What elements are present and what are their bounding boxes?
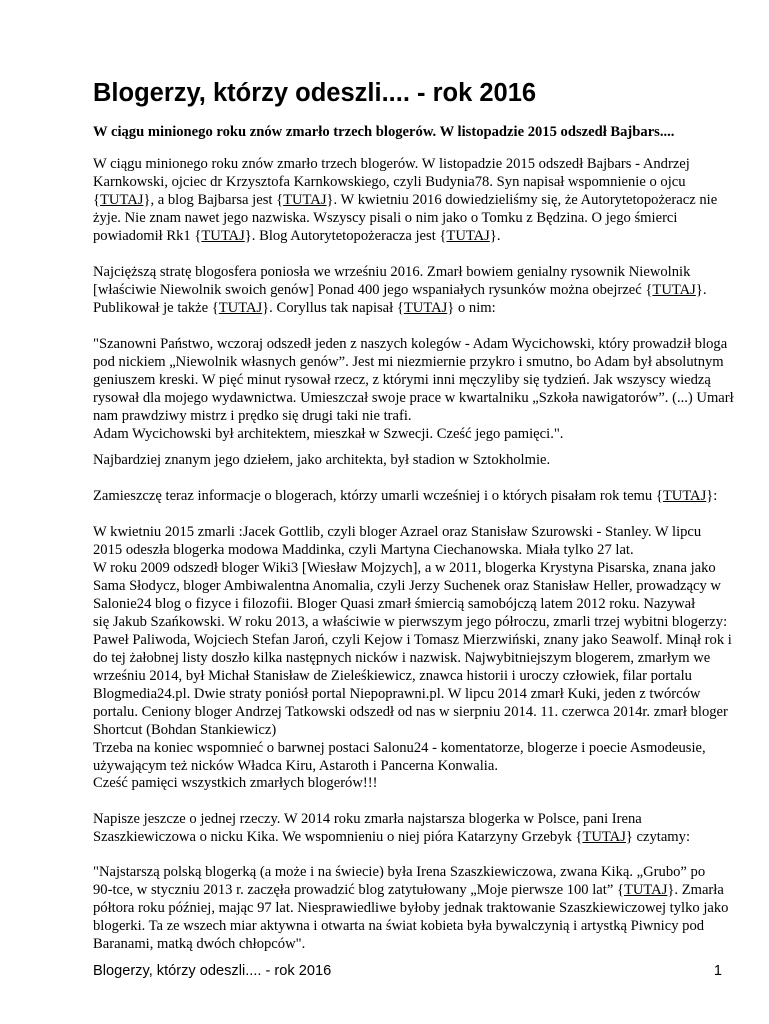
text-line: [93, 281, 706, 299]
tutaj-link[interactable]: TUTAJ: [652, 282, 696, 298]
text-line: [93, 863, 705, 881]
text-line: [93, 935, 305, 953]
text-segment: wrześniu 2014, był Michał Stanisław de Zieleśkiewicz, znawca historii i uroczy człowiek, filar portalu: [93, 668, 692, 684]
text-segment: geniuszem kreski. W pięć minut rysował rzecz, z którymi inni męczyliby się tydzień. Jak wszyscy wiedzą: [93, 372, 711, 388]
text-segment: pod nickiem „Niewolnik własnych genów”. Jest mi niezmiernie przykro i smutno, bo Adam był absolutnym: [93, 354, 724, 370]
text-line: [93, 685, 700, 703]
text-segment: W ciągu minionego roku znów zmarło trzech blogerów. W listopadzie 2015 odszedł Bajbars - Andrzej: [93, 156, 690, 172]
text-line: [93, 721, 276, 739]
text-line: [93, 191, 717, 209]
text-line: [93, 407, 412, 425]
text-segment: {: [93, 192, 101, 208]
text-line: [93, 613, 727, 631]
text-segment: Trzeba na koniec wspomnieć o barwnej postaci Salonu24 - komentatorze, blogerze i poecie Asmodeusie,: [93, 740, 706, 756]
text-line: [93, 209, 677, 227]
text-segment: }. Coryllus tak napisał {: [262, 300, 404, 316]
text-line: [93, 425, 563, 443]
text-line: [93, 667, 692, 685]
tutaj-link[interactable]: TUTAJ: [218, 300, 263, 316]
text-segment: używającym też nicków Władca Kiru, Astaroth i Pancerna Konwalia.: [93, 758, 498, 774]
text-line: [93, 559, 716, 577]
lead-paragraph: W ciągu minionego roku znów zmarło trzech blogerów. W listopadzie 2015 odszedł Bajbars....: [93, 124, 675, 140]
text-segment: 90-tce, w styczniu 2013 r. zaczęła prowadzić blog zatytułowany „Moje pierwsze 100 lat” {: [93, 882, 624, 898]
text-segment: się Jakub Szańkowski. W roku 2013, a właściwie w pierwszym jego półroczu, zmarli trzej wybitni blogerzy:: [93, 614, 728, 630]
text-segment: }, a blog Bajbarsa jest {: [143, 192, 284, 208]
text-line: [93, 371, 711, 389]
text-line: [93, 810, 642, 828]
text-line: [93, 389, 734, 407]
text-segment: Baranami, matką dwóch chłopców".: [93, 936, 306, 952]
text-segment: "Najstarszą polską blogerką (a może i na świecie) była Irena Szaszkiewiczowa, zwana Kiką. „Grubo” po: [93, 864, 706, 880]
tutaj-link[interactable]: TUTAJ: [623, 882, 668, 898]
text-line: [93, 739, 706, 757]
text-line: [93, 227, 501, 245]
text-segment: }:: [706, 488, 718, 504]
text-segment: 2015 odeszła blogerka modowa Maddinka, czyli Martyna Ciechanowska. Miała tylko 27 lat.: [93, 542, 634, 558]
text-segment: Karnkowski, ojciec dr Krzysztofa Karnkowskiego, czyli Budynia78. Syn napisał wspomnienie o ojcu: [93, 174, 686, 190]
text-line: [93, 757, 498, 775]
text-segment: } czytamy:: [625, 829, 691, 845]
text-line: [93, 577, 721, 595]
text-segment: portalu. Ceniony bloger Andrzej Tatkowski odszedł od nas w sierpniu 2014. 11. czerwca 2014r. zmarł bloger: [93, 704, 728, 720]
text-line: [93, 828, 690, 846]
text-line: [93, 173, 686, 191]
tutaj-link[interactable]: TUTAJ: [403, 300, 448, 316]
text-segment: Shortcut (Bohdan Stankiewicz): [93, 722, 277, 738]
text-segment: Salonie24 blog o fizyce i filozofii. Bloger Quasi zmarł śmiercią samobójczą latem 2012 roku. Nazywał: [93, 596, 696, 612]
text-line: [93, 774, 377, 792]
tutaj-link[interactable]: TUTAJ: [283, 192, 327, 208]
text-line: [93, 649, 710, 667]
text-segment: żyje. Nie znam nawet jego nazwiska. Wszyscy pisali o nim jako o Tomku z Będzina. O jego śmierci: [93, 210, 678, 226]
text-segment: }.: [489, 228, 501, 244]
text-segment: Szaszkiewiczowa o nicku Kika. We wspomnieniu o niej pióra Katarzyny Grzebyk {: [93, 829, 583, 845]
text-segment: półtora roku później, mając 97 lat. Niesprawiedliwe byłoby jednak traktowanie Szaszkiewiczowej tylko jako: [93, 900, 729, 916]
text-segment: blogerki. Ta ze wszech miar aktywna i otwarta na świat kobieta była bywalczynią i artystką Piwnicy pod: [93, 918, 705, 934]
tutaj-link[interactable]: TUTAJ: [446, 228, 490, 244]
text-segment: [właściwie Niewolnik swoich genów] Ponad 400 jego wspaniałych rysunków można obejrzeć {: [93, 282, 653, 298]
text-line: [93, 155, 690, 173]
text-line: [93, 631, 732, 649]
text-segment: } o nim:: [447, 300, 496, 316]
text-segment: Zamieszczę teraz informacje o blogerach, którzy umarli wcześniej i o których pisałam rok temu {: [93, 488, 663, 504]
text-segment: Najcięższą stratę blogosfera poniosła we wrześniu 2016. Zmarł bowiem genialny rysownik Niewolnik: [93, 264, 691, 280]
tutaj-link[interactable]: TUTAJ: [201, 228, 245, 244]
text-segment: rysował dla mojego wydawnictwa. Umieszczał swoje prace w kwartalniku „Szkoła nawigatorów”. (...) Umarł: [93, 390, 734, 406]
text-line: [93, 595, 695, 613]
tutaj-link[interactable]: TUTAJ: [100, 192, 144, 208]
text-segment: }. W kwietniu 2016 dowiedzieliśmy się, że Autorytetopożeracz nie: [326, 192, 718, 208]
text-segment: Napisze jeszcze o jednej rzeczy. W 2014 roku zmarła najstarsza blogerka w Polsce, pani Irena: [93, 811, 642, 827]
text-segment: }. Zmarła: [667, 882, 724, 898]
text-segment: W roku 2009 odszedł bloger Wiki3 [Wiesław Mojzych], a w 2011, blogerka Krystyna Pisarska, znana jako: [93, 560, 716, 576]
text-segment: Sama Słodycz, bloger Ambiwalentna Anomalia, czyli Jerzy Suchenek oraz Stanisław Heller, prowadzący w: [93, 578, 721, 594]
text-segment: Blogmedia24.pl. Dwie straty poniósł portal Niepoprawni.pl. W lipcu 2014 zmarł Kuki, jeden z twórców: [93, 686, 701, 702]
text-line: [93, 881, 724, 899]
text-segment: "Szanowni Państwo, wczoraj odszedł jeden z naszych kolegów - Adam Wycichowski, który prowadził bloga: [93, 336, 728, 352]
text-segment: powiadomił Rk1 {: [93, 228, 202, 244]
text-line: [93, 335, 727, 353]
text-line: [93, 917, 704, 935]
text-segment: W kwietniu 2015 zmarli :Jacek Gottlib, czyli bloger Azrael oraz Stanisław Szurowski - Stanley. W lipcu: [93, 524, 702, 540]
tutaj-link[interactable]: TUTAJ: [662, 488, 707, 504]
text-segment: Publikował je także {: [93, 300, 219, 316]
text-segment: }.: [695, 282, 707, 298]
text-line: [93, 899, 728, 917]
document-title: Blogerzy, którzy odeszli.... - rok 2016: [93, 79, 537, 107]
text-line: [93, 523, 701, 541]
page-number: 1: [713, 963, 722, 979]
text-segment: }. Blog Autorytetopożeracza jest {: [244, 228, 447, 244]
text-segment: Cześć pamięci wszystkich zmarłych blogerów!!!: [93, 775, 378, 791]
text-line: [93, 353, 724, 371]
text-line: [93, 487, 717, 505]
text-line: [93, 703, 728, 721]
text-line: [93, 299, 496, 317]
text-line: [93, 541, 634, 559]
tutaj-link[interactable]: TUTAJ: [582, 829, 626, 845]
text-segment: nam prawdziwy mistrz i prędko się drugi taki nie trafi.: [93, 408, 412, 424]
text-segment: Paweł Paliwoda, Wojciech Stefan Jaroń, czyli Kejow i Tomasz Mierzwiński, znany jako Seawolf. Minął rok i: [93, 632, 732, 648]
text-segment: Najbardziej znanym jego dziełem, jako architekta, był stadion w Sztokholmie.: [93, 452, 551, 468]
text-segment: Adam Wycichowski był architektem, mieszkał w Szwecji. Cześć jego pamięci.".: [93, 426, 564, 442]
text-line: [93, 451, 550, 469]
footer-title: Blogerzy, którzy odeszli.... - rok 2016: [93, 963, 332, 979]
text-segment: do tej żałobnej listy doszło kilka następnych nicków i nazwisk. Najwybitniejszym blogerem, zmarłym we: [93, 650, 711, 666]
text-line: [93, 263, 690, 281]
